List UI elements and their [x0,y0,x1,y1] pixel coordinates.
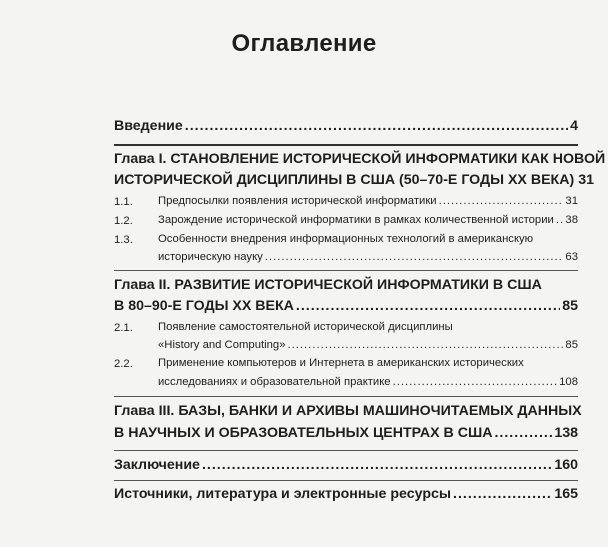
toc-section-title: Зарождение исторической информатики в рамках количественной истории [158,214,554,226]
toc-entry-intro [114,119,578,133]
toc-chapter1-line1: Глава I. СТАНОВЛЕНИЕ ИСТОРИЧЕСКОЙ ИНФОРМАТИКИ КАК НОВОЙ [114,151,606,167]
toc-section-2-2-line2 [158,377,578,388]
toc-section-number: 2.2. [114,358,133,370]
toc-chapter2-line1: Глава II. РАЗВИТИЕ ИСТОРИЧЕСКОЙ ИНФОРМАТИКИ В США [114,277,542,293]
leader-dots [453,487,552,501]
toc-section-title: Предпосылки появления исторической информатики [158,195,437,207]
toc-entry-label: Источники, литература и электронные ресурсы [114,486,451,502]
toc-entry-sources [114,487,578,501]
toc-section-2-2-line1: Применение компьютеров и Интернета в американских исторических [158,357,524,369]
toc-entry-page: 4 [570,118,578,134]
toc-chapter-page: 31 [578,172,594,188]
toc-chapter-title: В 80–90-Е ГОДЫ XX ВЕКА [114,298,294,314]
toc-section-1-3-line1: Особенности внедрения информационных технологий в американскую [158,233,534,245]
toc-section-number: 1.2. [114,215,133,227]
toc-section-page: 63 [565,251,578,263]
toc-section-page: 85 [565,339,578,351]
toc-chapter3-line1: Глава III. БАЗЫ, БАНКИ И АРХИВЫ МАШИНОЧИТАЕМЫХ ДАННЫХ [114,403,582,419]
separator-line [114,396,578,397]
toc-section-1-2 [158,215,578,226]
leader-dots [185,119,568,133]
toc-section-2-1-line1: Появление самостоятельной исторической дисциплины [158,321,453,333]
toc-section-page: 31 [565,195,578,207]
toc-chapter-page: 85 [562,298,578,314]
toc-section-title: исследованиях и образовательной практике [158,376,391,388]
leader-dots [393,377,558,388]
toc-chapter-title: В НАУЧНЫХ И ОБРАЗОВАТЕЛЬНЫХ ЦЕНТРАХ В США [114,425,493,441]
leader-dots [494,426,552,440]
toc-section-number: 2.1. [114,322,133,334]
toc-section-1-1 [158,196,578,207]
toc-chapter3-line2 [114,426,578,440]
toc-entry-page: 165 [554,486,578,502]
separator-line [114,270,578,271]
toc-section-1-3-line2 [158,252,578,263]
leader-dots [296,299,560,313]
toc-section-title: «History and Computing» [158,339,286,351]
leader-dots [556,215,564,226]
toc-chapter2-line2 [114,299,578,313]
separator-line [114,480,578,481]
toc-section-page: 108 [559,376,578,388]
toc-entry-label: Заключение [114,457,200,473]
toc-chapter1-line2 [114,172,594,188]
leader-dots [265,252,564,263]
toc-entry-page: 160 [554,457,578,473]
toc-section-number: 1.1. [114,196,133,208]
separator-line [114,144,578,146]
toc-section-2-1-line2 [158,340,578,351]
leader-dots [287,340,563,351]
toc-chapter-page: 138 [554,425,578,441]
separator-line [114,450,578,451]
page-title: Оглавление [231,30,377,57]
toc-entry-label: Введение [114,118,183,134]
toc-section-page: 38 [565,214,578,226]
leader-dots [439,196,564,207]
toc-entry-conclusion [114,458,578,472]
toc-chapter-title: ИСТОРИЧЕСКОЙ ДИСЦИПЛИНЫ В США (50–70-Е ГОДЫ XX ВЕКА) [114,172,575,188]
toc-section-title: историческую науку [158,251,263,263]
toc-section-number: 1.3. [114,234,133,246]
leader-dots [202,458,552,472]
